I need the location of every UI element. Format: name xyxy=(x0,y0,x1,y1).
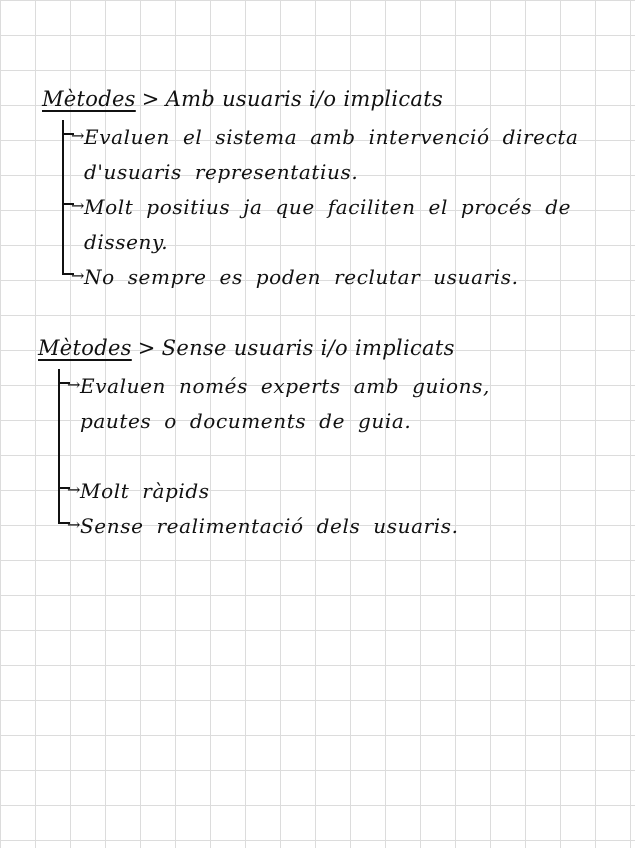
section-heading xyxy=(42,84,443,114)
list-item-text: Evaluen només experts amb guions, pautes o documents de guia. xyxy=(80,374,490,433)
arrow-icon: → xyxy=(67,515,81,534)
heading-separator: > xyxy=(137,336,156,360)
arrow-icon: → xyxy=(71,126,85,145)
heading-title: Mètodes xyxy=(42,87,136,111)
list-item-text: Evaluen el sistema amb intervenció directa d'usuaris representatius. xyxy=(84,125,579,184)
heading-subtitle: Amb usuaris i/o implicats xyxy=(165,87,444,111)
arrow-icon: → xyxy=(67,375,81,394)
arrow-icon: → xyxy=(71,196,85,215)
arrow-icon: → xyxy=(67,480,81,499)
arrow-icon: → xyxy=(71,266,85,285)
heading-subtitle: Sense usuaris i/o implicats xyxy=(161,336,455,360)
heading-separator: > xyxy=(141,87,160,111)
list-item-text: Sense realimentació dels usuaris. xyxy=(80,514,459,538)
list-item-text: Molt positius ja que faciliten el procés de disseny. xyxy=(84,195,572,254)
list-item-text: Molt ràpids xyxy=(80,479,210,503)
heading-title: Mètodes xyxy=(38,336,132,360)
tree-connector-line xyxy=(58,369,60,519)
section-heading xyxy=(38,333,455,363)
list-item-text: No sempre es poden reclutar usuaris. xyxy=(84,265,519,289)
